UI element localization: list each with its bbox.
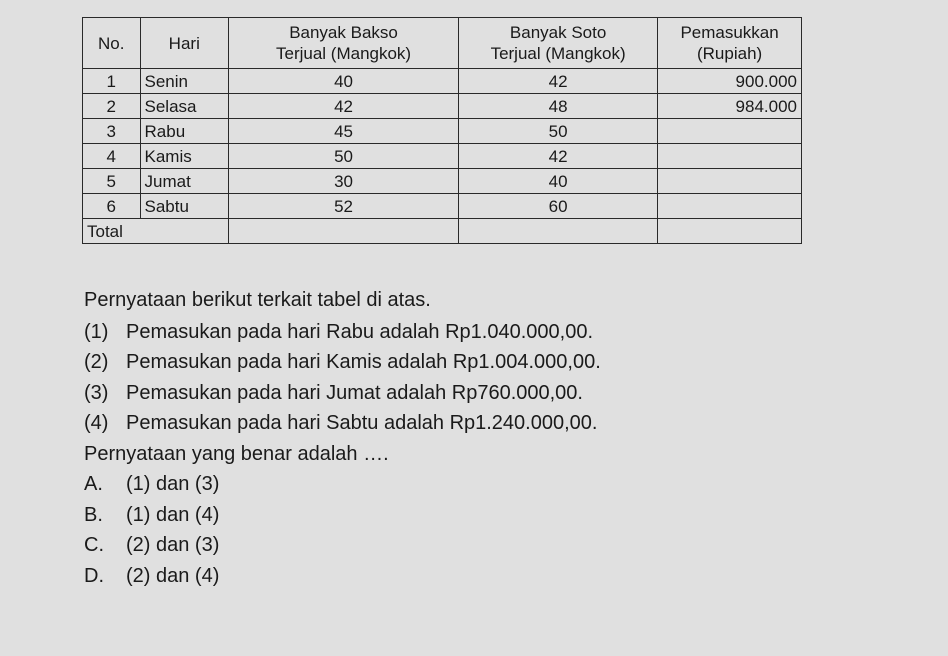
table-row bbox=[83, 69, 802, 94]
cell-bakso: 50 bbox=[229, 144, 459, 169]
header-income-line2: (Rupiah) bbox=[696, 44, 763, 63]
option-letter: A. bbox=[84, 473, 103, 495]
cell-bakso: 42 bbox=[229, 94, 459, 119]
header-bakso-line1: Banyak Bakso bbox=[289, 23, 398, 42]
header-no bbox=[83, 18, 141, 69]
cell-soto: 48 bbox=[459, 94, 658, 119]
cell-hari: Kamis bbox=[140, 144, 228, 169]
answer-option-a[interactable] bbox=[84, 469, 884, 500]
answer-option-d[interactable] bbox=[84, 561, 884, 592]
header-soto-line1: Banyak Soto bbox=[509, 23, 607, 42]
question-prompt: Pernyataan yang benar adalah …. bbox=[84, 442, 389, 465]
answer-option-b[interactable] bbox=[84, 500, 884, 531]
cell-income bbox=[658, 169, 802, 194]
total-row bbox=[83, 219, 802, 244]
cell-no: 6 bbox=[83, 194, 141, 219]
statement-text: Pemasukan pada hari Sabtu adalah Rp1.240.000,00. bbox=[126, 412, 598, 434]
cell-no: 4 bbox=[83, 144, 141, 169]
cell-bakso: 52 bbox=[229, 194, 459, 219]
cell-soto: 42 bbox=[459, 144, 658, 169]
cell-income bbox=[658, 119, 802, 144]
header-soto-line2: Terjual (Mangkok) bbox=[490, 44, 626, 63]
header-hari bbox=[140, 18, 228, 69]
header-no-label: No. bbox=[98, 33, 125, 53]
cell-hari: Jumat bbox=[140, 169, 228, 194]
sales-table bbox=[82, 17, 802, 244]
cell-hari: Sabtu bbox=[140, 194, 228, 219]
table-row bbox=[83, 144, 802, 169]
option-text: (1) dan (3) bbox=[126, 473, 220, 495]
cell-soto: 50 bbox=[459, 119, 658, 144]
option-letter: D. bbox=[84, 564, 104, 587]
cell-bakso: 45 bbox=[229, 119, 459, 144]
cell-income: 984.000 bbox=[658, 94, 802, 119]
statement-text: Pemasukan pada hari Rabu adalah Rp1.040.000,00. bbox=[126, 320, 594, 343]
question-intro: Pernyataan berikut terkait tabel di atas. bbox=[84, 289, 431, 311]
option-text: (1) dan (4) bbox=[126, 503, 220, 526]
cell-hari: Senin bbox=[140, 69, 228, 94]
header-hari-label: Hari bbox=[168, 33, 200, 53]
total-bakso-cell bbox=[229, 219, 459, 244]
header-income-line1: Pemasukkan bbox=[680, 23, 779, 42]
header-soto bbox=[459, 18, 658, 69]
table-row bbox=[83, 169, 802, 194]
table-header-row bbox=[83, 18, 802, 69]
cell-no: 2 bbox=[83, 94, 141, 119]
total-income-cell bbox=[658, 219, 802, 244]
question-block bbox=[84, 285, 884, 591]
cell-income bbox=[658, 194, 802, 219]
header-income bbox=[658, 18, 802, 69]
cell-no: 3 bbox=[83, 119, 141, 144]
statement-item bbox=[84, 378, 884, 409]
option-text: (2) dan (3) bbox=[126, 534, 220, 556]
statement-number: (4) bbox=[84, 412, 109, 434]
statement-number: (2) bbox=[84, 351, 109, 373]
statement-item bbox=[84, 408, 884, 439]
statement-text: Pemasukan pada hari Jumat adalah Rp760.000,00. bbox=[126, 381, 583, 404]
cell-bakso: 30 bbox=[229, 169, 459, 194]
cell-no: 5 bbox=[83, 169, 141, 194]
answer-option-c[interactable] bbox=[84, 530, 884, 561]
statement-list bbox=[84, 317, 884, 439]
cell-income: 900.000 bbox=[658, 69, 802, 94]
cell-bakso: 40 bbox=[229, 69, 459, 94]
header-bakso bbox=[229, 18, 459, 69]
statement-number: (1) bbox=[84, 320, 109, 343]
answer-options bbox=[84, 469, 884, 591]
cell-income bbox=[658, 144, 802, 169]
cell-soto: 40 bbox=[459, 169, 658, 194]
total-label: Total bbox=[83, 219, 229, 244]
cell-hari: Rabu bbox=[140, 119, 228, 144]
option-text: (2) dan (4) bbox=[126, 564, 220, 587]
statement-item bbox=[84, 317, 884, 348]
cell-soto: 42 bbox=[459, 69, 658, 94]
table-row bbox=[83, 194, 802, 219]
cell-no: 1 bbox=[83, 69, 141, 94]
option-letter: B. bbox=[84, 503, 103, 526]
statement-text: Pemasukan pada hari Kamis adalah Rp1.004.000,00. bbox=[126, 351, 601, 373]
cell-soto: 60 bbox=[459, 194, 658, 219]
statement-item bbox=[84, 347, 884, 378]
table-row bbox=[83, 94, 802, 119]
cell-hari: Selasa bbox=[140, 94, 228, 119]
statement-number: (3) bbox=[84, 381, 109, 404]
header-bakso-line2: Terjual (Mangkok) bbox=[275, 44, 412, 63]
option-letter: C. bbox=[84, 534, 104, 556]
total-soto-cell bbox=[459, 219, 658, 244]
table-row bbox=[83, 119, 802, 144]
